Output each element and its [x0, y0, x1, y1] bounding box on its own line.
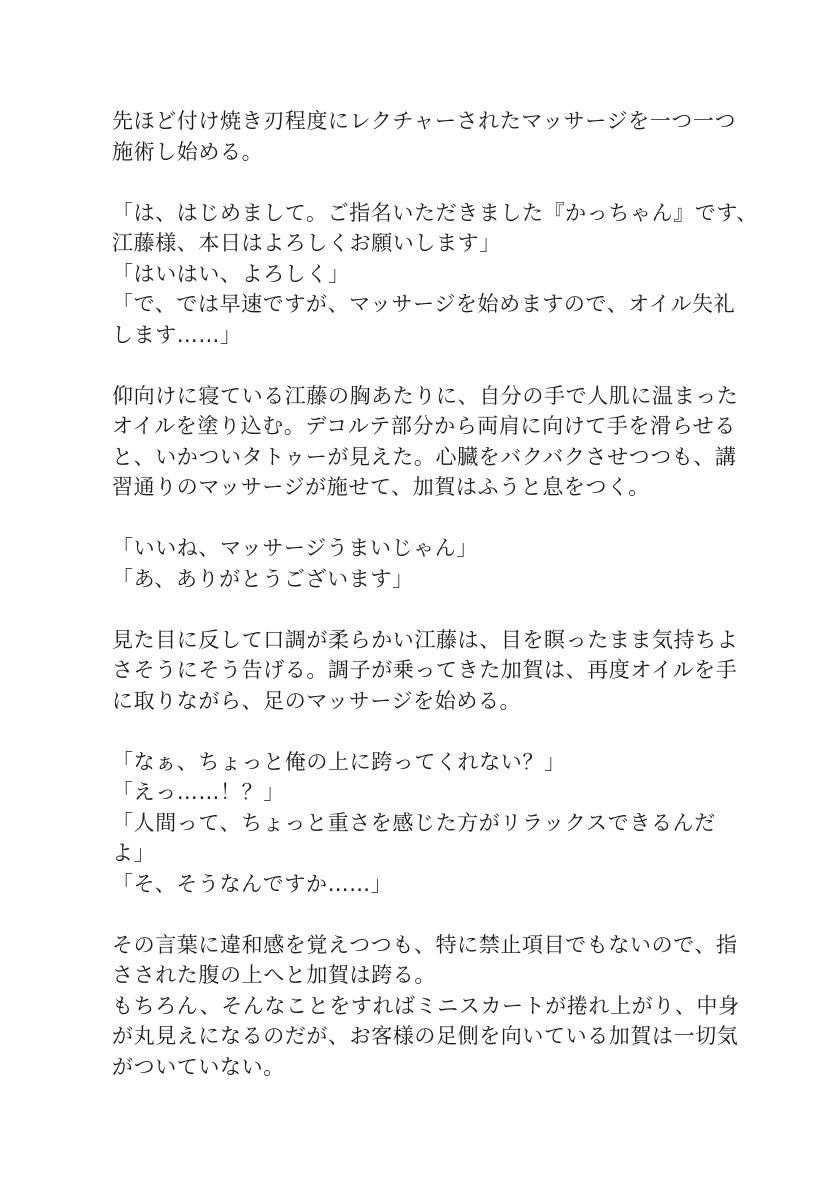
text-line: がついていない。	[112, 1054, 285, 1079]
text-line: に取りながら、足のマッサージを始める。	[112, 688, 522, 713]
dialogue-line: 「はいはい、よろしく」	[112, 261, 350, 286]
text-line: 習通りのマッサージが施せて、加賀はふうと息をつく。	[112, 475, 650, 499]
text-line: さされた腹の上へと加賀は跨る。	[112, 963, 436, 987]
document-body	[112, 106, 758, 1082]
text-line: 仰向けに寝ている江藤の胸あたりに、自分の手で人肌に温まった	[112, 383, 739, 408]
paragraph-gap	[112, 167, 732, 198]
text-line: オイルを塗り込む。デコルテ部分から両肩に向けて手を滑らせる	[112, 414, 736, 438]
text-line: 先ほど付け焼き刃程度にレクチャーされたマッサージを一つ一つ	[112, 109, 737, 133]
paragraph-gap	[112, 350, 732, 381]
dialogue-line: 「で、では早速ですが、マッサージを始めますので、オイル失礼	[112, 292, 736, 316]
dialogue-line: 「人間って、ちょっと重さを感じた方がリラックスできるんだ	[112, 810, 716, 835]
dialogue-line: 「なぁ、ちょっと俺の上に跨ってくれない？」	[112, 749, 566, 774]
dialogue-line: 「えっ……！？」	[112, 780, 285, 804]
dialogue-line: よ」	[112, 841, 156, 865]
text-line: が丸見えになるのだが、お客様の足側を向いている加賀は一切気	[112, 1024, 739, 1048]
paragraph-gap	[112, 503, 732, 534]
text-line: その言葉に違和感を覚えつつも、特に禁止項目でもないので、指	[112, 932, 738, 957]
dialogue-line: 「そ、そうなんですか……」	[112, 871, 393, 896]
paragraph-gap	[112, 594, 732, 625]
text-line: もちろん、そんなことをすればミニスカートが捲れ上がり、中身	[112, 993, 740, 1018]
paragraph-gap	[112, 899, 732, 930]
dialogue-line: 「あ、ありがとうございます」	[112, 566, 414, 591]
dialogue-line: 「は、はじめまして。ご指名いただきました『かっちゃん』です、	[112, 200, 758, 225]
text-line: 見た目に反して口調が柔らかい江藤は、目を瞑ったまま気持ちよ	[112, 627, 739, 652]
dialogue-line: 江藤様、本日はよろしくお願いします」	[112, 231, 501, 255]
dialogue-line: 「いいね、マッサージうまいじゃん」	[112, 536, 478, 560]
paragraph-gap	[112, 716, 732, 747]
text-line: 施術し始める。	[112, 139, 264, 164]
text-line: さそうにそう告げる。調子が乗ってきた加賀は、再度オイルを手	[112, 658, 738, 682]
text-line: と、いかついタトゥーが見えた。心臓をバクバクさせつつも、講	[112, 444, 737, 469]
dialogue-line: します……」	[112, 322, 242, 347]
